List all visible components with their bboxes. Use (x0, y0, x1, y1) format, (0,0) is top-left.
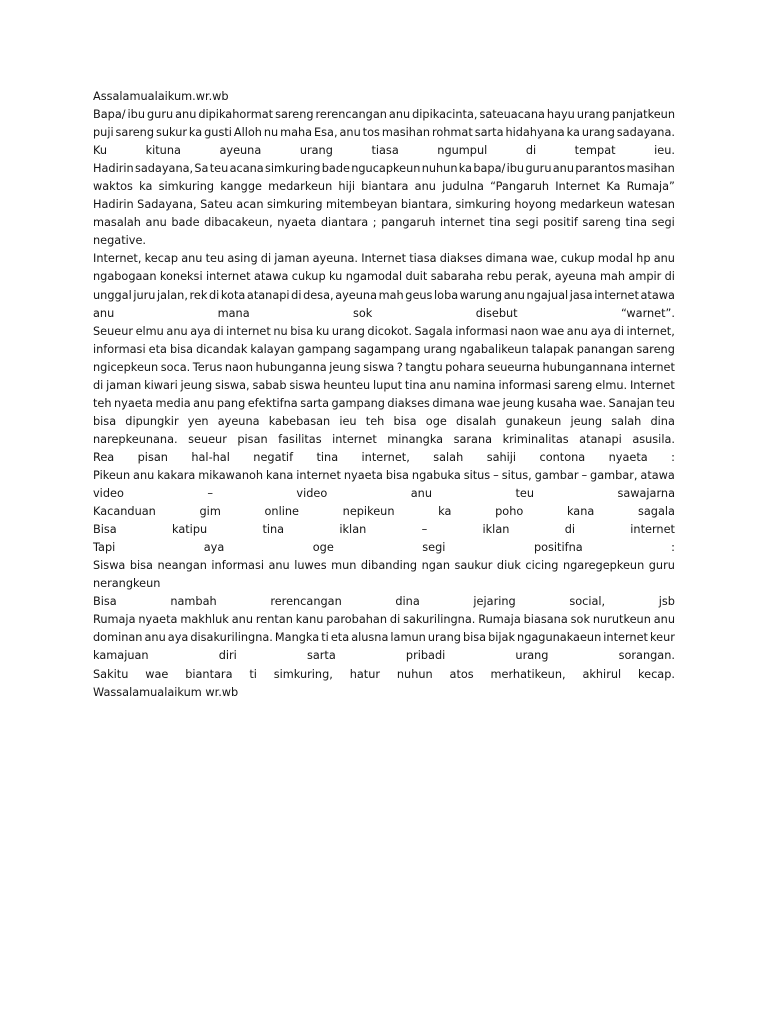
text-line: Hadirin Sadayana, Sateu acan simkuring mitembeyan biantara, simkuring hoyong medarkeun watesan (93, 198, 675, 212)
text-line: ngabogaan koneksi internet atawa cukup ku ngamodal duit sabaraha rebu perak, ayeuna mah ampir di (93, 270, 675, 284)
text-line: Hadirin sadayana, Sa teu acana simkuring bade ngucapkeun nuhun ka bapa/ ibu guru anu parantos masihan (93, 162, 675, 176)
text-line: bisa dipungkir yen ayeuna kabebasan ieu teh bisa oge disalah gunakeun jeung salah dina (93, 414, 675, 428)
text-line: informasi eta bisa dicandak kalayan gampang sagampang urang ngabalikeun talapak panangan sareng (93, 342, 675, 356)
text-line: ngicepkeun soca. Terus naon hubunganna jeung siswa ? tangtu pohara seueurna hubungannana internet (93, 360, 675, 374)
text-line: dominan anu aya disakurilingna. Mangka ti eta alusna lamun urang bisa bijak ngagunakaeun internet keur (93, 631, 675, 645)
text-line: Bapa/ ibu guru anu dipikahormat sareng rerencangan anu dipikacinta, sateuacana hayu urang panjatkeun (93, 108, 675, 122)
text-line: Wassalamualaikum wr.wb (93, 685, 239, 699)
text-line: video – video anu teu sawajarna (93, 487, 675, 501)
text-line: masalah anu bade dibacakeun, nyaeta diantara ; pangaruh internet tina segi positif sareng tina segi (93, 216, 675, 230)
text-line: kamajuan diri sarta pribadi urang sorangan. (93, 649, 675, 663)
text-line: Rumaja nyaeta makhluk anu rentan kanu parobahan di sakurilingna. Rumaja biasana sok nurutkeun anu (93, 613, 675, 627)
text-line: narepkeunana. seueur pisan fasilitas internet minangka sarana kriminalitas atanapi asusila. (93, 432, 675, 446)
text-line: di jaman kiwari jeung siswa, sabab siswa heunteu luput tina anu namina informasi sareng elmu. Internet (93, 378, 675, 392)
text-line: Seueur elmu anu aya di internet nu bisa ku urang dicokot. Sagala informasi naon wae anu aya di internet, (93, 324, 675, 338)
text-line: Internet, kecap anu teu asing di jaman ayeuna. Internet tiasa diakses dimana wae, cukup modal hp anu (93, 252, 675, 266)
text-line: Pikeun anu kakara mikawanoh kana internet nyaeta bisa ngabuka situs – situs, gambar – gambar, atawa (93, 468, 675, 482)
text-line: Ku kituna ayeuna urang tiasa ngumpul di tempat ieu. (93, 144, 675, 158)
text-line: Siswa bisa neangan informasi anu luwes mun dibanding ngan saukur diuk cicing ngaregepkeun guru (93, 559, 675, 573)
text-line: Sakitu wae biantara ti simkuring, hatur nuhun atos merhatikeun, akhirul kecap. (93, 667, 675, 681)
text-line: Bisa nambah rerencangan dina jejaring social, jsb (93, 595, 675, 609)
text-line: puji sareng sukur ka gusti Alloh nu maha Esa, anu tos masihan rohmat sarta hidahyana ka urang sadayana. (93, 126, 675, 140)
text-line: teh nyaeta media anu pang efektifna sarta gampang diakses dimana wae jeung kusaha wae. Sanajan teu (93, 396, 675, 410)
text-line: nerangkeun (93, 577, 161, 591)
document-body (93, 88, 675, 702)
text-line: waktos ka simkuring kangge medarkeun hiji biantara anu judulna “Pangaruh Internet Ka Rumaja” (93, 180, 675, 194)
text-line: Assalamualaikum.wr.wb (93, 90, 229, 103)
text-line: unggal juru jalan, rek di kota atanapi di desa, ayeuna mah geus loba warung anu ngajual jasa internet atawa (93, 288, 675, 302)
text-line: Kacanduan gim online nepikeun ka poho kana sagala (93, 505, 675, 519)
text-line: anu mana sok disebut “warnet”. (93, 306, 675, 320)
text-line: Bisa katipu tina iklan – iklan di internet (93, 523, 675, 537)
text-line: Tapi aya oge segi positifna : (93, 541, 675, 555)
text-line: Rea pisan hal-hal negatif tina internet, salah sahiji contona nyaeta : (93, 450, 675, 464)
text-line: negative. (93, 234, 146, 248)
